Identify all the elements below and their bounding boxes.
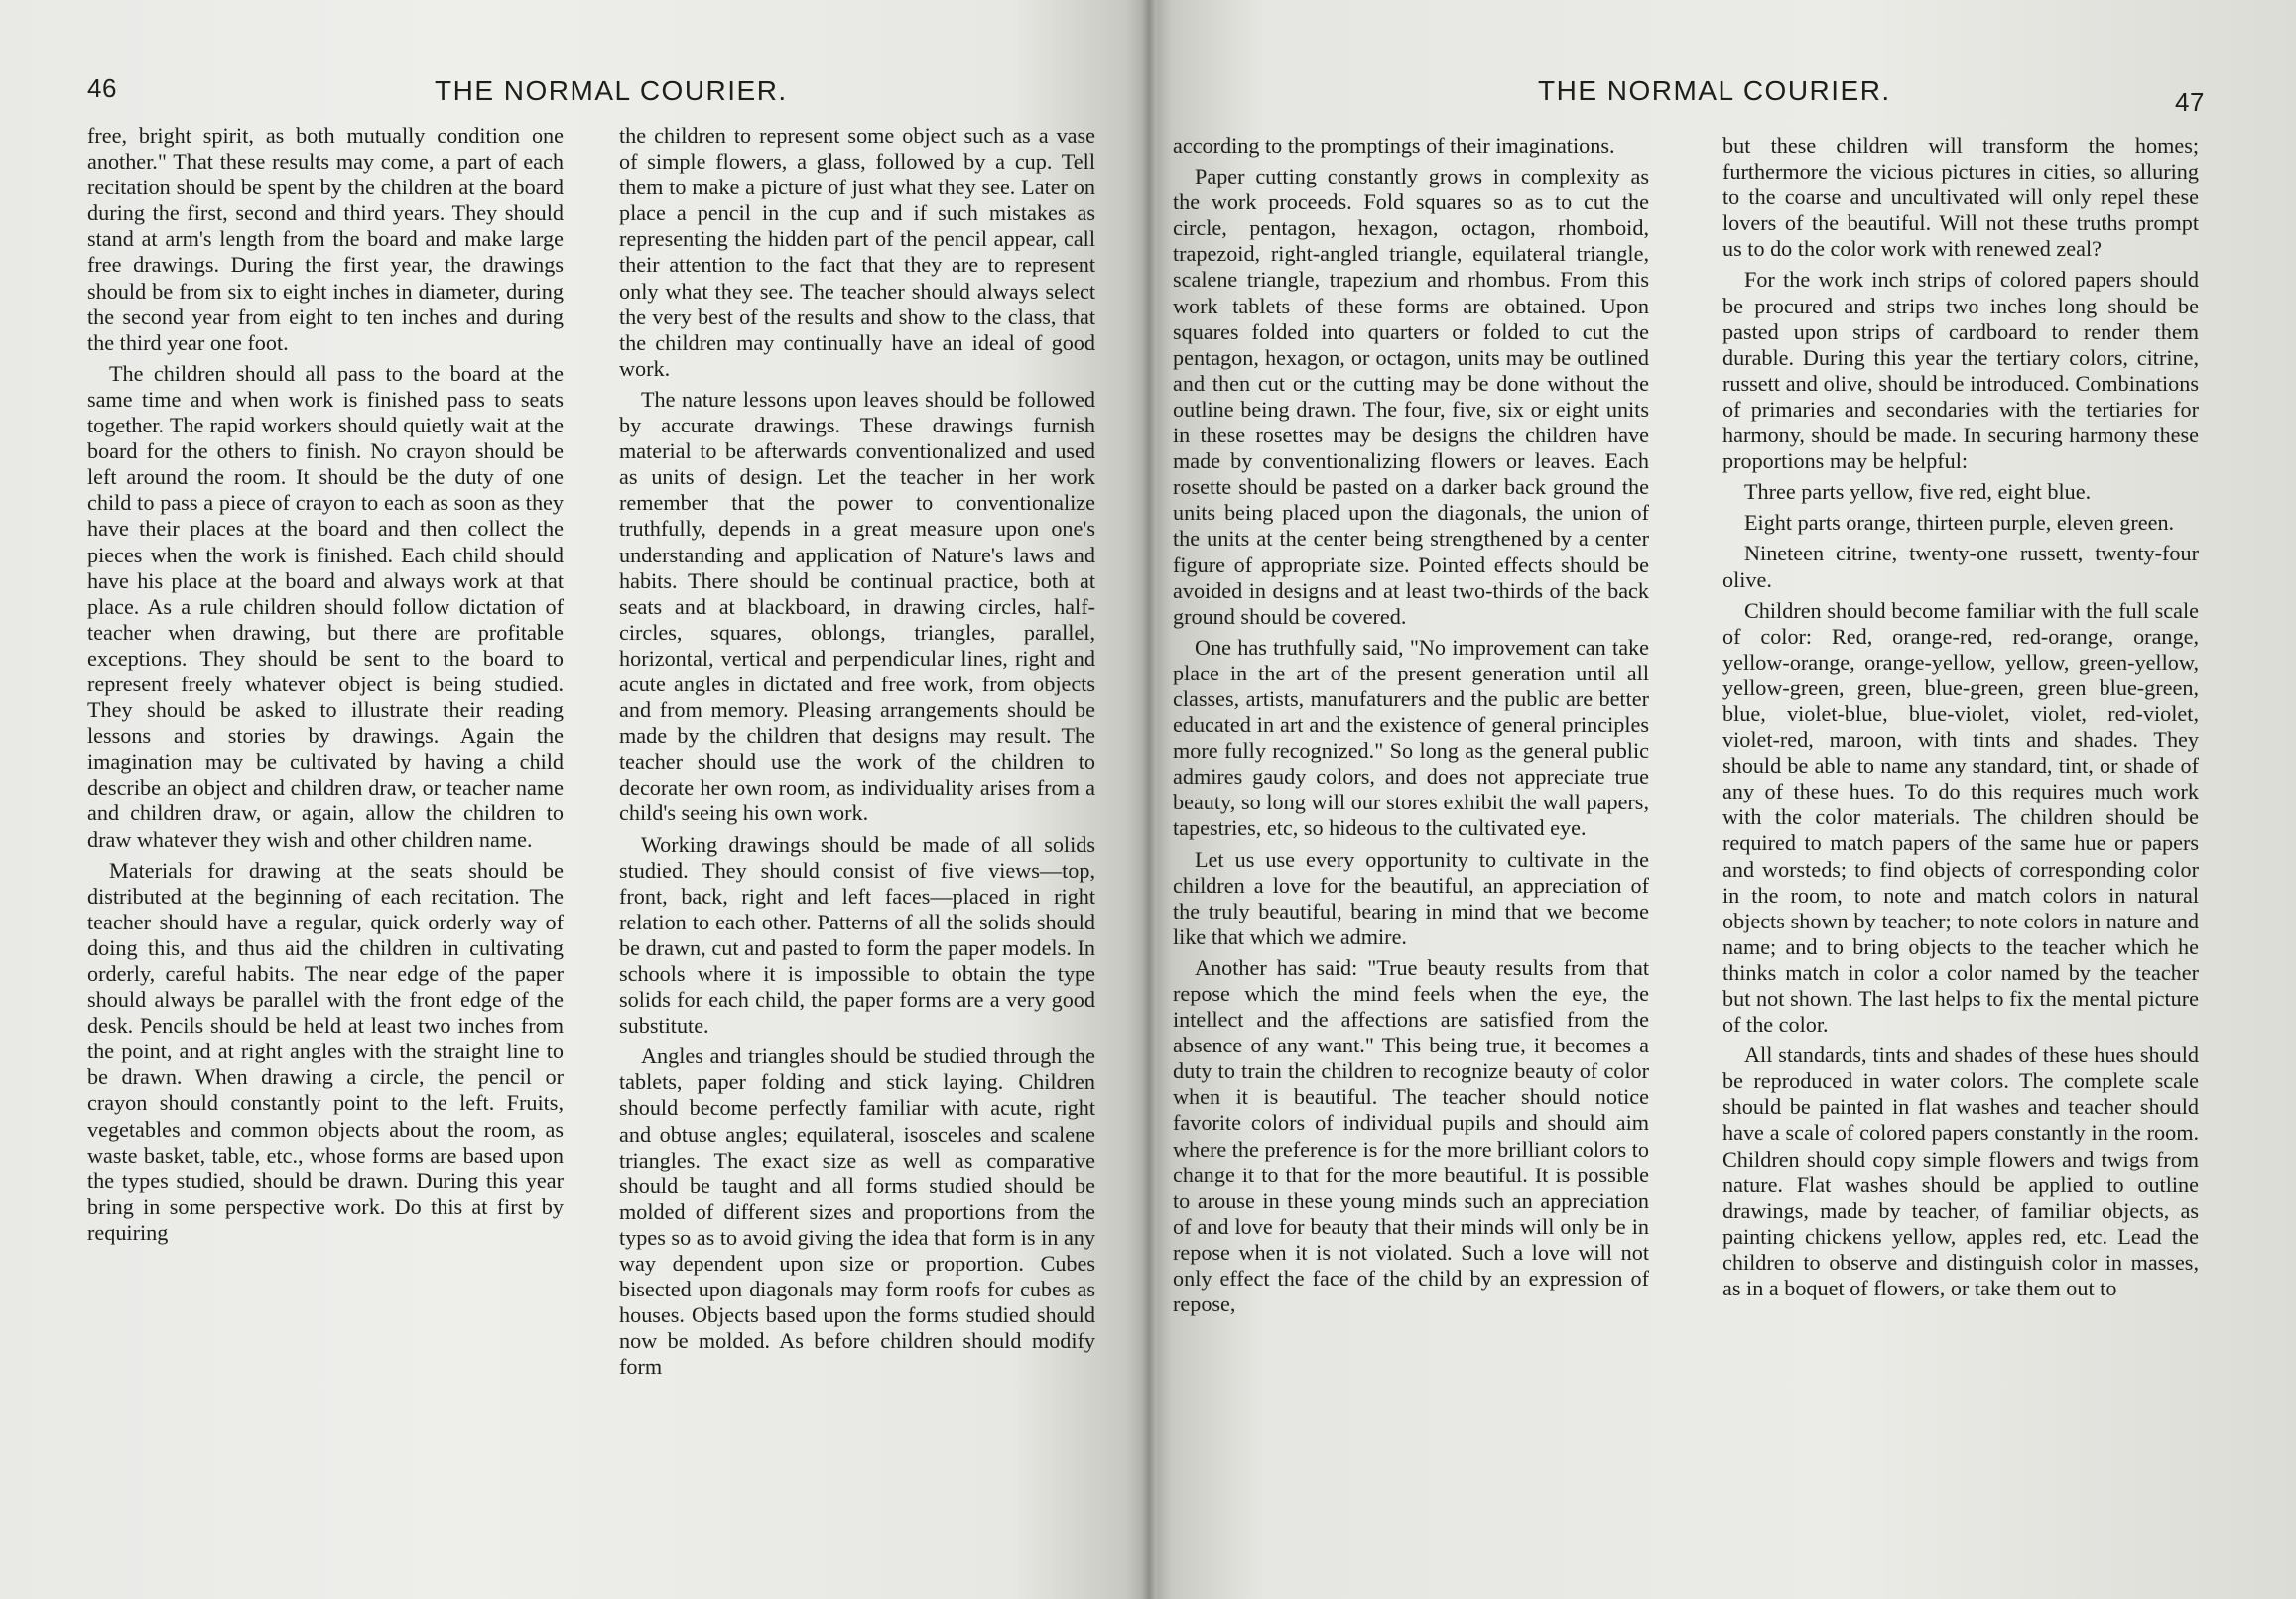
paragraph: The nature lessons upon leaves should be followed by accurate drawings. These drawings furnish material to be afterwards conventionalized and used as units of design. Let the teacher in her work remember that the power to conventionalize truthfully, depends in a great measure upon one's understanding and application of Nature's laws and habits. There should be continual practice, both at seats and at blackboard, in drawing circles, half-circles, squares, oblongs, triangles, parallel, horizontal, vertical and perpendicular lines, right and acute angles in dictated and free work, from objects and from memory. Pleasing arrangements should be made by the children that designs may result. The teacher should use the work of the children to decorate her own room, as individuality arises from a child's seeing his own work. [619,386,1095,826]
paragraph: Nineteen citrine, twenty-one russett, twenty-four olive. [1722,541,2199,592]
paragraph: All standards, tints and shades of these hues should be reproduced in water colors. The complete scale should be painted in flat washes and teacher should have a scale of colored papers constantly in the room. Children should copy simple flowers and twigs from nature. Flat washes should be applied to outline drawings, made by teacher, of familiar objects, as painting chickens yellow, apples red, etc. Lead the children to observe and distinguish color in masses, as in a boquet of flowers, or take them out to [1722,1043,2199,1301]
paragraph: Eight parts orange, thirteen purple, eleven green. [1744,510,2175,536]
right-page [1149,0,2296,1599]
paragraph: the children to represent some object such as a vase of simple flowers, a glass, followed by a cup. Tell them to make a picture of just what they see. Later on place a pencil in the cup and if such mistakes as representing the hidden part of the pencil appear, call their attention to the fact that they are to represent only what they see. The teacher should always select the very best of the results and show to the class, that the children may continually have an ideal of good work. [619,123,1095,381]
running-head-right: THE NORMAL COURIER. [1538,75,1891,106]
paragraph: Angles and triangles should be studied through the tablets, paper folding and stick laying. Children should become perfectly familiar with acute, right and obtuse angles; equilateral, isosceles and scalene triangles. The exact size as well as comparative should be taught and all forms studied should be molded of different sizes and proportions from the types so as to avoid giving the idea that form is in any way dependent upon size or proportion. Cubes bisected upon diagonals may form roofs for cubes as houses. Objects based upon the forms studied should now be molded. As before children should modify form [619,1044,1095,1380]
paragraph: free, bright spirit, as both mutually condition one another." That these results may come, a part of each recitation should be spent by the children at the board during the first, second and third years. They should stand at arm's length from the board and make large free drawings. During the first year, the drawings should be from six to eight inches in diameter, during the second year from eight to ten inches and during the third year one foot. [87,123,564,355]
paragraph: One has truthfully said, "No improvement can take place in the art of the present generation until all classes, artists, manufaturers and the public are better educated in art and the existence of general principles more fully recognized." So long as the general public admires gaudy colors, and does not appreciate true beauty, so long will our stores exhibit the wall papers, tapestries, etc, so hideous to the cultivated eye. [1173,634,1649,841]
paragraph: Another has said: "True beauty results from that repose which the mind feels when the eye, the intellect and the affections are satisfied from the absence of any want." This being true, it becomes a duty to train the children to recognize beauty of color when it is beautiful. The teacher should notice favorite colors of individual pupils and should aim where the preference is for the more brilliant colors to change it to that for the more beautiful. It is possible to arouse in these young minds such an appreciation of and love for beauty that their minds will only be in repose when it is not violated. Such a love will not only effect the face of the child by an expression of repose, [1173,954,1649,1317]
paragraph: The children should all pass to the board at the same time and when work is finished pass to seats together. The rapid workers should quietly wait at the board for the others to finish. No crayon should be left around the room. It should be the duty of one child to pass a piece of crayon to each as soon as they have their places at the board and then collect the pieces when the work is finished. Each child should have his place at the board and always work at that place. As a rule children should follow dictation of teacher when drawing, but there are profitable exceptions. They should be sent to the board to represent freely whatever object is being studied. They should be asked to illustrate their reading lessons and stories by drawings. Again the imagination may be cultivated by having a child describe an object and children draw, or teacher name and children draw, or again, allow the children to draw whatever they wish and other children name. [87,360,564,852]
book-gutter [1141,0,1157,1599]
text-column-4 [1722,133,2199,1599]
paragraph: Children should become familiar with the full scale of color: Red, orange-red, red-orange, orange, yellow-orange, orange-yellow, yellow, green-yellow, yellow-green, green, blue-green, green blue-green, blue, violet-blue, blue-violet, violet, red-violet, violet-red, maroon, with tints and shades. They should be able to name any standard, tint, or shade of any of these hues. To do this requires much work with the color materials. The children should be required to match papers of the same hue or papers and worsteds; to find objects of corresponding color in the room, to note and match colors in natural objects shown by teacher; to note colors in nature and name; and to bring objects to the teacher which he thinks match in color a color named by the teacher but not shown. The last helps to fix the mental picture of the color. [1722,597,2199,1038]
text-column-2 [619,123,1095,1591]
paragraph: according to the promptings of their imaginations. [1173,133,1615,158]
paragraph: but these children will transform the homes; furthermore the vicious pictures in cities, so alluring to the coarse and uncultivated will only repel these lovers of the beautiful. Will not these truths prompt us to do the color work with renewed zeal? [1722,133,2199,262]
running-head-left: THE NORMAL COURIER. [435,75,788,106]
paragraph: Three parts yellow, five red, eight blue. [1744,479,2092,505]
page-number-left: 46 [87,73,117,103]
paragraph: For the work inch strips of colored papers should be procured and strips two inches long should be pasted upon strips of cardboard to render them durable. During this year the tertiary colors, citrine, russett and olive, should be introduced. Combinations of primaries and secondaries with the tertiaries for harmony, should be made. In securing harmony these proportions may be helpful: [1722,267,2199,474]
paragraph: Paper cutting constantly grows in complexity as the work proceeds. Fold squares so as to cut the circle, pentagon, hexagon, octagon, rhomboid, trapezoid, right-angled triangle, equilateral triangle, scalene triangle, trapezium and rhombus. From this work tablets of these forms are obtained. Upon squares folded into quarters or folded to cut the pentagon, hexagon, or octagon, units may be outlined and then cut or the cutting may be done without the outline being drawn. The four, five, six or eight units in these rosettes may be designs the children have made by conventionalizing flowers or leaves. Each rosette should be pasted on a darker back ground the units being placed upon the diagonals, the union of the units at the center being strengthened by a center figure of appropriate size. Pointed effects should be avoided in designs and at least two-thirds of the back ground should be covered. [1173,164,1649,629]
page-number-right: 47 [2175,87,2205,117]
paragraph: Working drawings should be made of all solids studied. They should consist of five views—top, front, back, right and left faces—placed in right relation to each other. Patterns of all the solids should be drawn, cut and pasted to form the paper models. In schools where it is impossible to obtain the type solids for each child, the paper forms are a very good substitute. [619,831,1095,1039]
text-column-1 [87,123,564,1591]
paragraph: Materials for drawing at the seats should be distributed at the beginning of each recitation. The teacher should have a regular, quick orderly way of doing this, and thus aid the children in cultivating orderly, careful habits. The near edge of the paper should always be parallel with the front edge of the desk. Pencils should be held at least two inches from the point, and at right angles with the straight line to be drawn. When drawing a circle, the pencil or crayon should constantly point to the left. Fruits, vegetables and common objects about the room, as waste basket, table, etc., whose forms are based upon the types studied, should be drawn. During this year bring in some perspective work. Do this at first by requiring [87,857,564,1245]
text-column-3 [1173,133,1649,1599]
paragraph: Let us use every opportunity to cultivate in the children a love for the beautiful, an appreciation of the truly beautiful, bearing in mind that we become like that which we admire. [1173,846,1649,949]
